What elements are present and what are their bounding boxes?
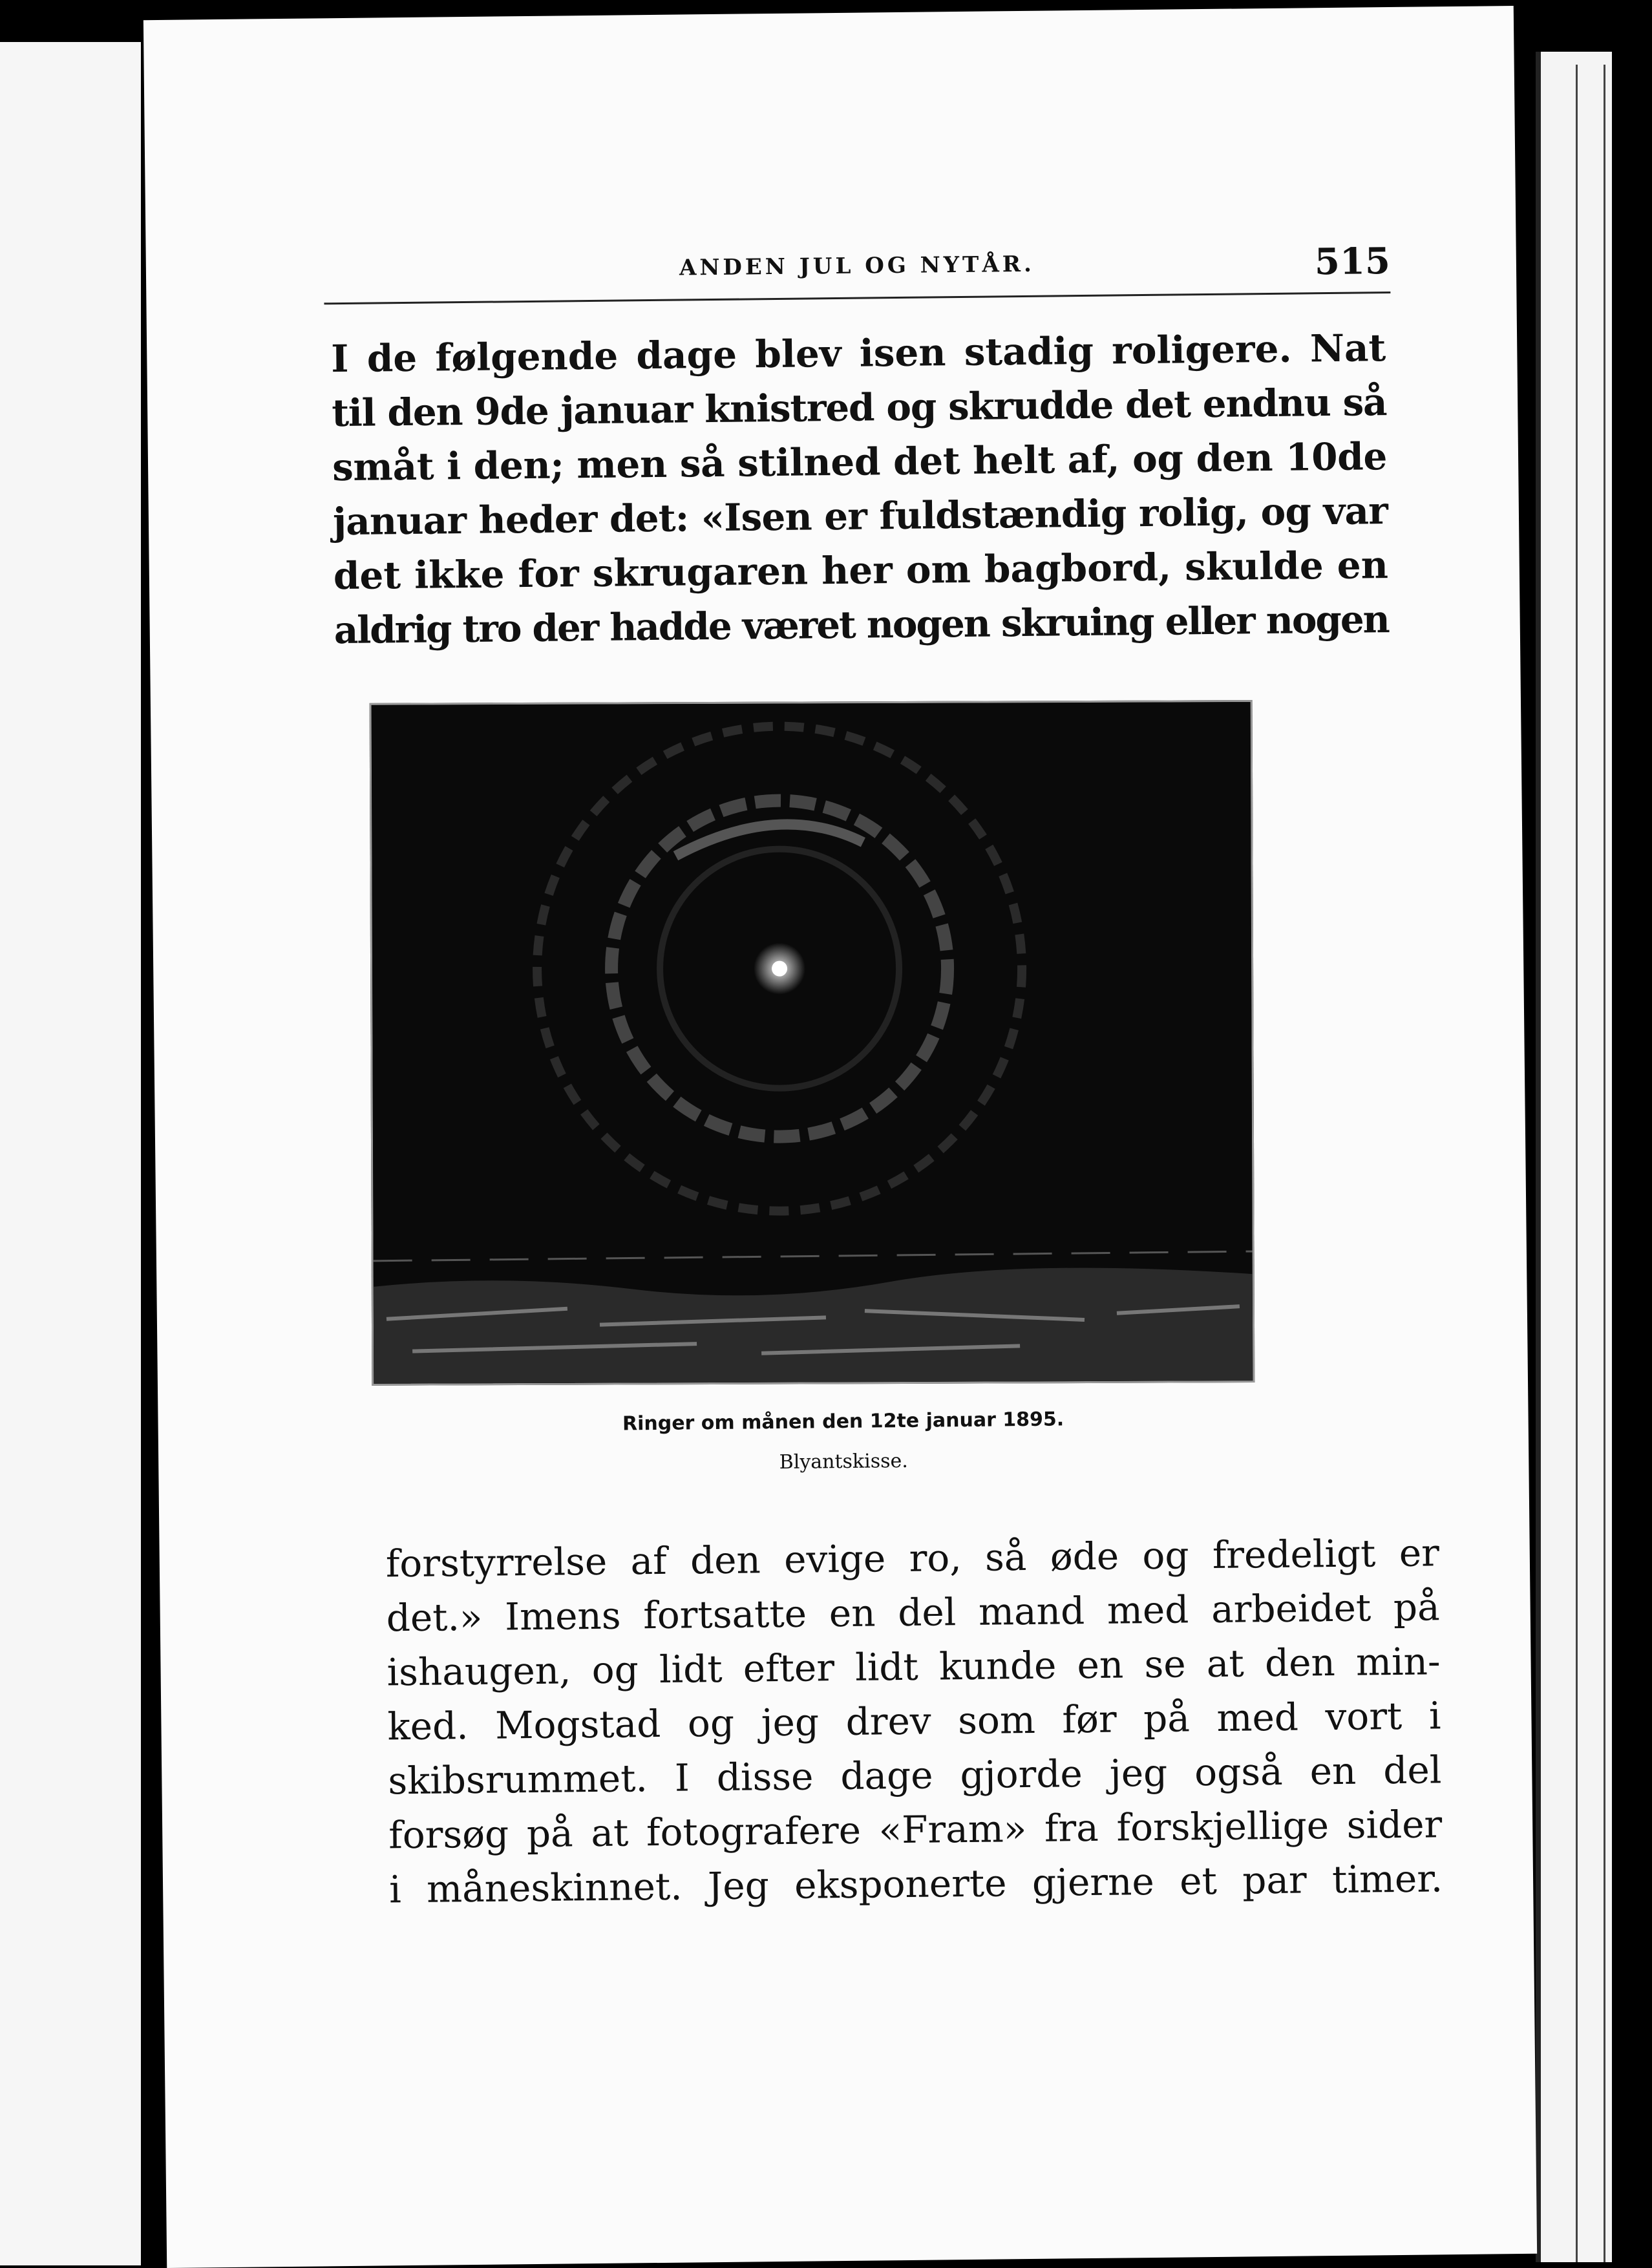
page-edges <box>1536 52 1612 2262</box>
paragraph-bottom <box>385 1525 1443 1916</box>
text-line: forsøg på at fotografere «Fram» fra forskjellige sider <box>388 1802 1443 1858</box>
text-line: ishaugen, og lidt efter lidt kunde en se at den min- <box>387 1639 1441 1695</box>
text-line: det.» Imens fortsatte en del mand med arbeidet på <box>386 1585 1441 1640</box>
moon-rings-sketch <box>370 700 1255 1386</box>
text-line: skibsrummet. I disse dage gjorde jeg også en del <box>388 1748 1442 1803</box>
text-line: I de følgende dage blev isen stadig roligere. Nat <box>330 326 1386 381</box>
page-number: 515 <box>1314 240 1391 284</box>
text-line: i måneskinnet. Jeg eksponerte gjerne et par timer. <box>388 1856 1443 1912</box>
moon <box>772 961 787 977</box>
book-page <box>143 6 1537 2268</box>
figure-subcaption: Blyantskisse. <box>779 1449 908 1474</box>
text-line: forstyrrelse af den evige ro, så øde og fredeligt er <box>385 1531 1440 1586</box>
text-line: januar heder det: «Isen er fuldstændig rolig, og var <box>332 489 1388 544</box>
running-head <box>324 240 1391 304</box>
text-line: det ikke for skrugaren her om bagbord, skulde en <box>333 543 1389 599</box>
text-line: småt i den; men så stilned det helt af, og den 10de <box>332 434 1388 490</box>
text-line: aldrig tro der hadde været nogen skruing eller nogen <box>334 597 1390 653</box>
text-line: ked. Mogstad og jeg drev som før på med vort i <box>387 1693 1441 1749</box>
figure-caption: Ringer om månen den 12te januar 1895. <box>622 1408 1064 1436</box>
paragraph-top <box>331 321 1389 657</box>
left-facing-page <box>0 42 141 2265</box>
running-title: ANDEN JUL OG NYTÅR. <box>679 251 1035 281</box>
text-line: til den 9de januar knistred og skrudde det endnu så <box>331 380 1387 436</box>
